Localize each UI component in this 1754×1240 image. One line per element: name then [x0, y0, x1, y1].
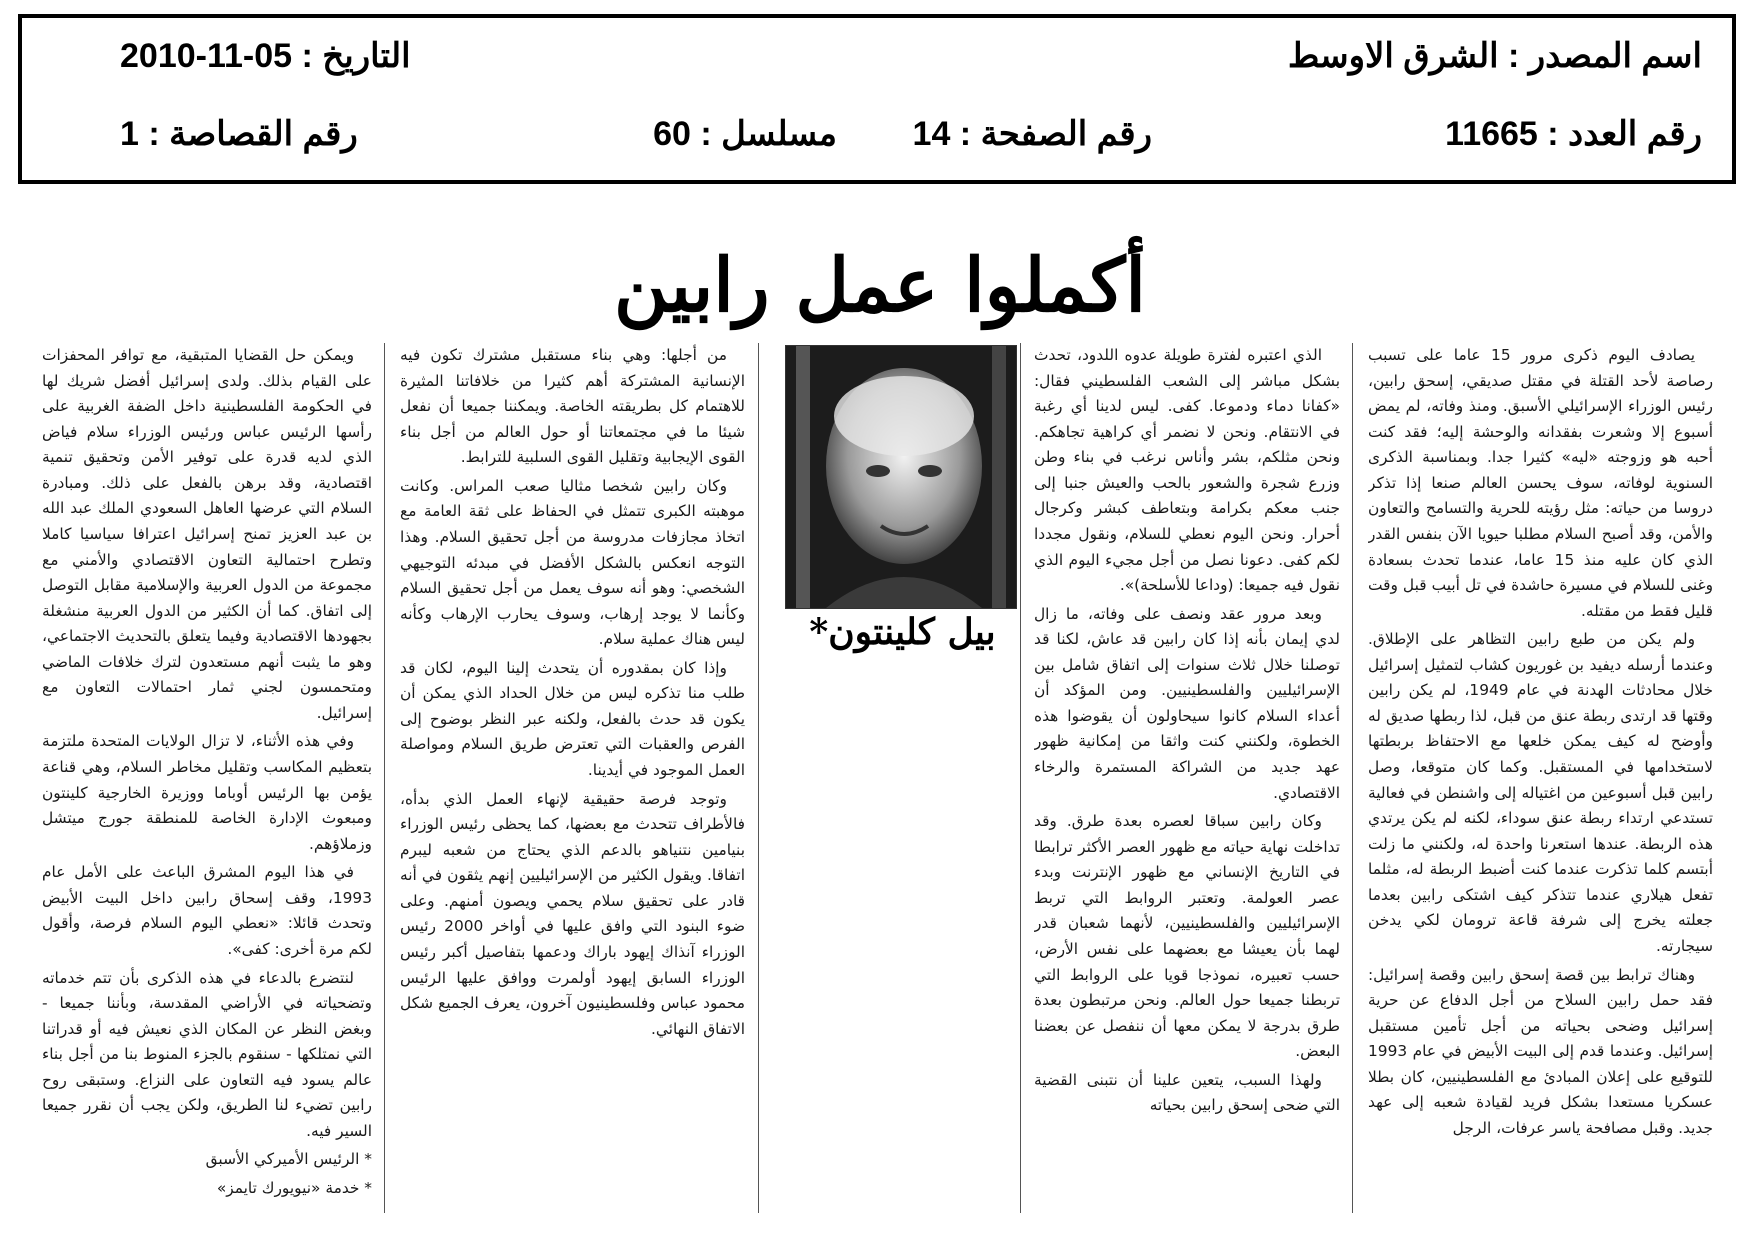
- source-label: اسم المصدر : الشرق الاوسط: [1287, 37, 1702, 75]
- article-column-5: [42, 343, 372, 1213]
- paragraph: وفي هذه الأثناء، لا تزال الولايات المتحدة ملتزمة بتعظيم المكاسب وتقليل مخاطر السلام، وهي قناعة يؤمن بها الرئيس أوباما ووزيرة الخارجية كلينتون ومبعوث الإدارة الخاصة للمنطقة جورج ميتشل وزملاؤهم.: [42, 732, 372, 853]
- article-column-4: [400, 343, 745, 1213]
- paragraph: يصادف اليوم ذكرى مرور 15 عاما على تسبب رصاصة لأحد القتلة في مقتل صديقي، إسحق رابين، رئيس الوزراء الإسرائيلي الأسبق. ومنذ وفاته، لم يمض أسبوع إلا وشعرت بفقدانه والوحشة إليه؛ فقد كنت أحبه هو وزوجته «ليه» كثيرا جدا. وبمناسبة الذكرى السنوية لوفاته، سوف يحسن العالم صنعا إذا تذكر دروسا من حياته: مثل رؤيته للحرية والتسامح والتعاون والأمن، وقد أصبح السلام مطلبا حيويا الآن بنفس القدر الذي كان عليه منذ 15 عاما، عندما تحدث بسعادة وغنى للسلام في مسيرة حاشدة في تل أبيب قبل وقت قليل فقط من مقتله.: [1368, 346, 1713, 620]
- paragraph: وبعد مرور عقد ونصف على وفاته، ما زال لدي إيمان بأنه إذا كان رابين قد عاش، لكنا قد توصلنا خلال ثلاث سنوات إلى اتفاق شامل بين الإسرائيليين والفلسطينيين. ومن المؤكد أن أعداء السلام كانوا سيحاولون أن يقوضوا هذه الخطوة، ولكنني كنت واثقا من إمكانية ظهور عهد جديد من الشراكة المستمرة والرخاء الاقتصادي.: [1034, 604, 1340, 802]
- paragraph: من أجلها: وهي بناء مستقبل مشترك تكون فيه الإنسانية المشتركة أهم كثيرا من خلافاتنا المثيرة للاهتمام كل بطريقته الخاصة. ويمكننا جميعا أن نفعل شيئا ما في مجتمعاتنا أو حول العالم من أجل بناء القوى الإيجابية وتقليل القوى السلبية للترابط.: [400, 346, 745, 467]
- page-number-label: رقم الصفحة : 14: [912, 115, 1152, 153]
- column-divider: [758, 343, 759, 1213]
- paragraph: ويمكن حل القضايا المتبقية، مع توافر المحفزات على القيام بذلك. ولدى إسرائيل أفضل شريك لها في الحكومة الفلسطينية داخل الضفة الغربية على رأسها الرئيس عباس ورئيس الوزراء سلام فياض الذي لديه قدرة على توفير الأمن وتحقيق تنمية اقتصادية، وقد برهن بالفعل على ذلك. ومبادرة السلام التي عرضها العاهل السعودي الملك عبد الله بن عبد العزيز تمنح إسرائيل اعترافا سياسيا كاملا وتطرح احتمالية التعاون الاقتصادي والأمني مع مجموعة من الدول العربية والإسلامية مقابل التوصل إلى اتفاق. كما أن الكثير من الدول العربية منشغلة بجهودها الاقتصادية وفيما يتعلق بالتحديث الاجتماعي، وهو ما يثبت أنهم مستعدون لترك خلافات الماضي ومتحمسون لجني ثمار احتمالات التعاون مع إسرائيل.: [42, 346, 372, 722]
- author-note: * الرئيس الأميركي الأسبق: [205, 1150, 372, 1169]
- article-column-2: [1034, 343, 1340, 1213]
- paragraph: الذي اعتبره لفترة طويلة عدوه اللدود، تحدث بشكل مباشر إلى الشعب الفلسطيني فقال: «كفانا دماء ودموعا. كفى. ليس لدينا أي رغبة في الانتقام. ونحن لا نضمر أي كراهية تجاهكم. ونحن مثلكم، بشر وأناس نرغب في بناء وطن وزرع شجرة والشعور بالحب والعيش جنبا إلى جنب معكم بكرامة وبتعاطف كبشر وكرجال أحرار. ونحن اليوم نعطي للسلام، ونقول مجددا لكم كفى. دعونا نصل من أجل مجيء اليوم الذي نقول فيه جميعا: (وداعا للأسلحة)».: [1034, 346, 1340, 595]
- article-column-1: [1368, 343, 1713, 1213]
- article-title: أكملوا عمل رابين: [614, 243, 1146, 329]
- paragraph: في هذا اليوم المشرق الباعث على الأمل عام 1993، وقف إسحاق رابين داخل البيت الأبيض وتحدث قائلا: «نعطي اليوم السلام فرصة، وأقول لكم مرة أخرى: كفى».: [42, 863, 372, 958]
- paragraph: ولهذا السبب، يتعين علينا أن نتبنى القضية التي ضحى إسحق رابين بحياته: [1034, 1070, 1340, 1115]
- column-divider: [1020, 343, 1021, 1213]
- paragraph: وإذا كان بمقدوره أن يتحدث إلينا اليوم، لكان قد طلب منا تذكره ليس من خلال الحداد الذي يمكن أن يكون قد حدث بالفعل، ولكنه عبر النظر بوضوح إلى الفرص والعقبات التي تعترض طريق السلام ومواصلة العمل الموجود في أيدينا.: [400, 658, 745, 779]
- column-divider: [384, 343, 385, 1213]
- photo-spacer: [774, 343, 1020, 689]
- author-byline: بيل كلينتون*: [809, 611, 996, 653]
- issue-number-label: رقم العدد : 11665: [1445, 115, 1702, 153]
- date-label: التاريخ : 05-11-2010: [120, 37, 411, 75]
- paragraph: لنتضرع بالدعاء في هذه الذكرى بأن تتم خدماته وتضحياته في الأراضي المقدسة، وبأننا جميعا - وبغض النظر عن المكان الذي نعيش فيه أو قدراتنا التي نمتلكها - سنقوم بالجزء المنوط بنا من أجل بناء عالم يسود فيه التعاون على النزاع. وستبقى روح رابين تضيء لنا الطريق، ولكن يجب أن نقرر جميعا السير فيه.: [42, 968, 372, 1140]
- column-divider: [1352, 343, 1353, 1213]
- syndication-note: * خدمة «نيويورك تايمز»: [216, 1179, 372, 1197]
- clipping-header: [18, 14, 1736, 184]
- paragraph: وكان رابين شخصا مثاليا صعب المراس. وكانت موهبته الكبرى تتمثل في الحفاظ على ثقة العامة مع اتخاذ مجازفات مدروسة من أجل تحقيق السلام. وهذا التوجه انعكس بالشكل الأفضل في مبدئه التوجيهي الشخصي: وهو أنه سوف يعمل من أجل تحقيق السلام وكأنما لا يوجد إرهاب، وسوف يحارب الإرهاب وكأنه ليس هناك عملية سلام.: [400, 476, 745, 649]
- paragraph: وتوجد فرصة حقيقية لإنهاء العمل الذي بدأه، فالأطراف تتحدث مع بعضها، كما يحظى رئيس الوزراء بنيامين نتنياهو بالدعم الذي يحتاج من شعبه ليبرم اتفاقا. ويقول الكثير من الإسرائيليين إنهم يثقون في أنه قادر على تحقيق سلام يحمي ويصون أمنهم. وعلى ضوء البنود التي وافق عليها في أواخر 2000 رئيس الوزراء آنذاك إيهود باراك ودعمها بتفاصيل أكبر رئيس الوزراء السابق إيهود أولمرت ووافق عليها الرئيس محمود عباس وفلسطينيون آخرون، يعرف الجميع شكل الاتفاق النهائي.: [400, 789, 745, 1038]
- paragraph: وهناك ترابط بين قصة إسحق رابين وقصة إسرائيل: فقد حمل رابين السلاح من أجل الدفاع عن حرية إسرائيل وضحى بحياته من أجل تأمين مستقبل إسرائيل. وعندما قدم إلى البيت الأبيض في عام 1993 للتوقيع على إعلان المبادئ مع الفلسطينيين، كان بطلا عسكريا مستعدا بشكل فريد لقيادة شعبه إلى عهد جديد. وقبل مصافحة ياسر عرفات، الرجل: [1368, 965, 1713, 1137]
- clipping-number-label: رقم القصاصة : 1: [120, 115, 358, 153]
- paragraph: وكان رابين سباقا لعصره بعدة طرق. وقد تداخلت نهاية حياته مع ظهور العصر الأكثر ترابطا في التاريخ الإنساني مع ظهور الإنترنت وبدء عصر العولمة. وتعتبر الروابط التي تربط الإسرائيليين والفلسطينيين، لأنهما شعبان قدر لهما بأن يعيشا مع بعضهما على نفس الأرض، حسب تعبيره، نموذجا قويا على الروابط التي تربطنا جميعا حول العالم. ونحن مرتبطون بعدة طرق بدرجة لا يمكن معها أن ننفصل عن بعضنا البعض.: [1034, 812, 1340, 1061]
- article-column-3: [774, 343, 1020, 1213]
- serial-label: مسلسل : 60: [653, 115, 837, 153]
- paragraph: ولم يكن من طبع رابين التظاهر على الإطلاق. وعندما أرسله ديفيد بن غوريون كشاب لتمثيل إسرائيل خلال محادثات الهدنة في عام 1949، لم يكن رابين وقتها قد ارتدى ربطة عنق من قبل، لذا ربطها صديق له وأوضح له كيف يمكن خلعها مع الاحتفاظ بربطتها لاستخدامها في المستقبل. وكما كان متوقعا، وصل رابين قبل أسبوعين من اغتياله إلى واشنطن في فعالية تستدعي ارتداء ربطة عنق سوداء، لكنه لم يكن يرتدي هذه الربطة. عندها استعرنا واحدة له، ولكنني ما زلت أبتسم كلما تذكرت عندما كنت أضبط الربطة له، مثلما تفعل هيلاري عندما تتذكر كيف اشتكى رابين بعدما جعلته يخرج إلى شرفة قاعة ترومان لكي يدخن سيجارته.: [1368, 630, 1713, 955]
- article: [30, 235, 1730, 1230]
